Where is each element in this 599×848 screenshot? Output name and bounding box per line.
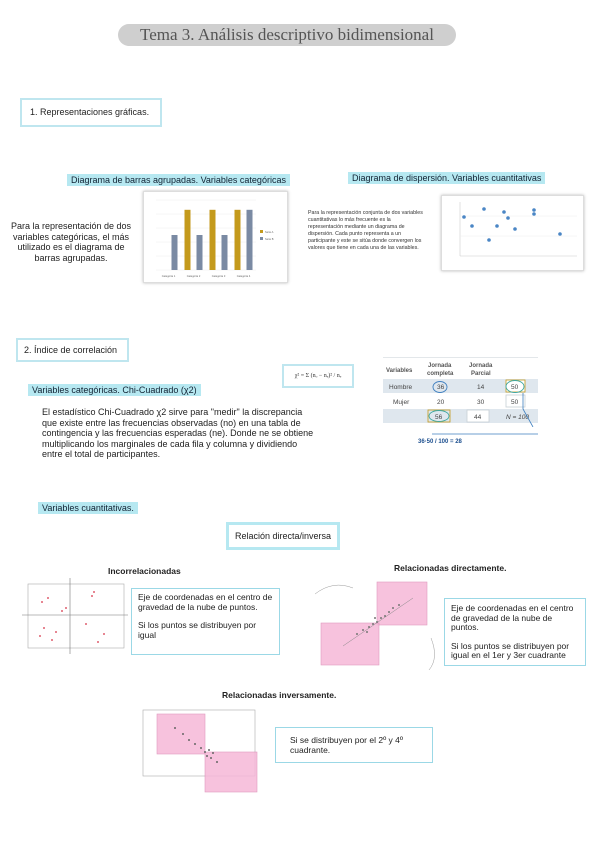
legend-swatch <box>260 237 263 240</box>
table-cell: N = 100 <box>506 414 529 421</box>
table-cell: 44 <box>474 414 482 421</box>
legend-swatch <box>260 230 263 233</box>
plot-point <box>376 621 378 623</box>
quadrant-2 <box>157 714 205 754</box>
uncorrelated-plot-graphic <box>22 578 128 658</box>
scatter-point <box>506 216 510 220</box>
direct-title: Relacionadas directamente. <box>394 563 507 573</box>
uncorrelated-plot <box>22 578 128 658</box>
plot-frame <box>28 584 124 648</box>
plot-point <box>384 615 386 617</box>
direct-p1: Eje de coordenadas en el centro de gravedad de la nube de puntos. <box>451 603 574 632</box>
plot-point <box>91 595 93 597</box>
plot-point <box>212 752 214 754</box>
plot-point <box>174 727 176 729</box>
legend-label: Serie B <box>265 238 274 241</box>
scatter-point <box>532 212 536 216</box>
bar-chart-bars <box>162 210 253 278</box>
chi-square-label: Variables categóricas. Chi-Cuadrado (χ2) <box>28 384 201 396</box>
table-cell: Hombre <box>389 384 413 391</box>
plot-point <box>194 743 196 745</box>
bar-chart-legend <box>260 230 274 241</box>
legend-label: Serie A <box>265 231 274 234</box>
plot-point <box>200 747 202 749</box>
uncorrelated-p2: Si los puntos se distribuyen por igual <box>138 620 257 640</box>
plot-point <box>65 607 67 609</box>
table-cell: 20 <box>437 399 445 406</box>
table-cell: 50 <box>511 384 519 391</box>
plot-point <box>206 755 208 757</box>
quantitative-label: Variables cuantitativas. <box>38 502 138 514</box>
plot-point <box>43 627 45 629</box>
plot-point <box>380 617 382 619</box>
table-calculation-graphic <box>418 432 538 450</box>
bar <box>235 210 241 270</box>
bar-chart-grid <box>156 200 256 270</box>
section-1-heading <box>20 98 162 127</box>
table-header-parcial-1: Jornada <box>469 363 493 369</box>
inverse-text-box <box>275 727 433 763</box>
quadrant-1 <box>377 582 427 625</box>
bar-chart-label: Diagrama de barras agrupadas. Variables categóricas <box>67 174 290 186</box>
contingency-table <box>383 357 538 427</box>
chi-square-description: El estadístico Chi-Cuadrado χ2 sirve para "medir" la discrepancia que existe entre las frecuencias observadas (no) en una tabla de contingencia y las frecuencias esperadas (ne). Donde ne se obtiene multiplicando los marginales de cada fila y columna y dividiendo entre el total de participantes. <box>42 407 314 459</box>
bar <box>172 235 178 270</box>
direct-plot <box>313 578 445 672</box>
scatter-point <box>487 238 491 242</box>
bar-category-label: Categoría 1 <box>161 275 176 278</box>
plot-point <box>372 623 374 625</box>
table-cell: 56 <box>435 414 443 421</box>
table-cell: 50 <box>511 399 519 406</box>
page-title: Tema 3. Análisis descriptivo bidimensional <box>118 24 456 46</box>
table-cell: 30 <box>477 399 485 406</box>
table-header-completa-1: Jornada <box>428 363 452 369</box>
bar <box>210 210 216 270</box>
quadrant-3 <box>321 623 379 665</box>
relation-box-inner <box>229 525 337 547</box>
direct-plot-graphic <box>313 578 445 672</box>
uncorrelated-text-box <box>131 588 280 655</box>
table-cell: 36 <box>437 384 445 391</box>
bar-category-label: Categoría 2 <box>186 275 201 278</box>
table-header-parcial-2: Parcial <box>471 371 491 377</box>
direct-p2: Si los puntos se distribuyen por igual en el 1er y 3er cuadrante <box>451 640 570 660</box>
chi-square-formula-text: χ² = Σ (nₒ − nₑ)² / nₑ <box>294 373 342 379</box>
plot-point <box>93 591 95 593</box>
table-header-completa-2: completa <box>427 371 454 377</box>
plot-point <box>204 751 206 753</box>
bar-category-label: Categoría 4 <box>236 275 251 278</box>
bar-category-label: Categoría 3 <box>211 275 226 278</box>
table-header-variables: Variables <box>386 368 413 374</box>
plot-point <box>182 733 184 735</box>
scatter-point <box>462 215 466 219</box>
plot-point <box>392 607 394 609</box>
inverse-title: Relacionadas inversamente. <box>222 690 337 700</box>
chi-square-formula <box>282 364 354 388</box>
plot-point <box>41 601 43 603</box>
plot-point <box>97 641 99 643</box>
scatter-point <box>502 210 506 214</box>
plot-point <box>388 611 390 613</box>
quadrant-4 <box>205 752 257 792</box>
scatter-point <box>495 224 499 228</box>
scatter-description: Para la representación conjunta de dos variables cuantitativas lo más frecuente es la representación mediante un diagrama de dispersión. Cada punto representa a un participante y este se sitúa donde convergen los valores que tiene en cada una de las variables. <box>308 210 423 251</box>
plot-point <box>216 761 218 763</box>
plot-point <box>51 639 53 641</box>
table-cell: Mujer <box>393 399 410 406</box>
plot-point <box>398 604 400 606</box>
inverse-p1: Si se distribuyen por el 2º y 4º cuadrante. <box>290 735 403 755</box>
uncorrelated-title: Incorrelacionadas <box>108 566 181 576</box>
plot-point <box>368 626 370 628</box>
scatter-point <box>513 227 517 231</box>
plot-point <box>39 635 41 637</box>
bar-chart-description: Para la representación de dos variables categóricas, el más utilizado es el diagrama de barras agrupadas. <box>10 221 132 263</box>
table-calculation-note <box>418 432 538 450</box>
relation-box <box>226 522 340 550</box>
uncorrelated-p1: Eje de coordenadas en el centro de gravedad de la nube de puntos. <box>138 592 273 612</box>
inverse-plot-graphic <box>135 706 265 794</box>
bar-chart-container <box>143 191 288 283</box>
inverse-plot <box>135 706 265 794</box>
plot-point <box>61 610 63 612</box>
plot-point <box>103 633 105 635</box>
direct-text-box <box>444 598 586 666</box>
plot-point <box>47 597 49 599</box>
plot-point <box>85 623 87 625</box>
table-cell: 14 <box>477 384 485 391</box>
plot-point <box>374 617 376 619</box>
scatter-point <box>470 224 474 228</box>
plot-point <box>188 739 190 741</box>
bar <box>222 235 228 270</box>
bar <box>197 235 203 270</box>
section-1-heading-text: 1. Representaciones gráficas. <box>30 107 150 117</box>
plot-point <box>356 633 358 635</box>
scatter-points <box>462 207 562 242</box>
scatter-point <box>532 208 536 212</box>
plot-point <box>55 631 57 633</box>
plot-point <box>210 757 212 759</box>
contingency-table-graphic <box>383 357 538 427</box>
plot-point <box>366 631 368 633</box>
bar <box>247 210 253 270</box>
scatter-chart <box>442 196 583 270</box>
plot-point <box>362 629 364 631</box>
scatter-point <box>482 207 486 211</box>
plot-point <box>208 749 210 751</box>
bar-chart <box>144 192 287 282</box>
scatter-point <box>558 232 562 236</box>
scatter-chart-container <box>441 195 584 271</box>
note-text: 36·50 / 100 = 28 <box>418 439 462 445</box>
scatter-chart-label: Diagrama de dispersión. Variables cuantitativas <box>348 172 545 184</box>
section-2-heading-text: 2. Índice de correlación <box>24 345 118 355</box>
section-2-heading <box>16 338 129 362</box>
relation-text: Relación directa/inversa <box>234 531 332 541</box>
bar <box>185 210 191 270</box>
